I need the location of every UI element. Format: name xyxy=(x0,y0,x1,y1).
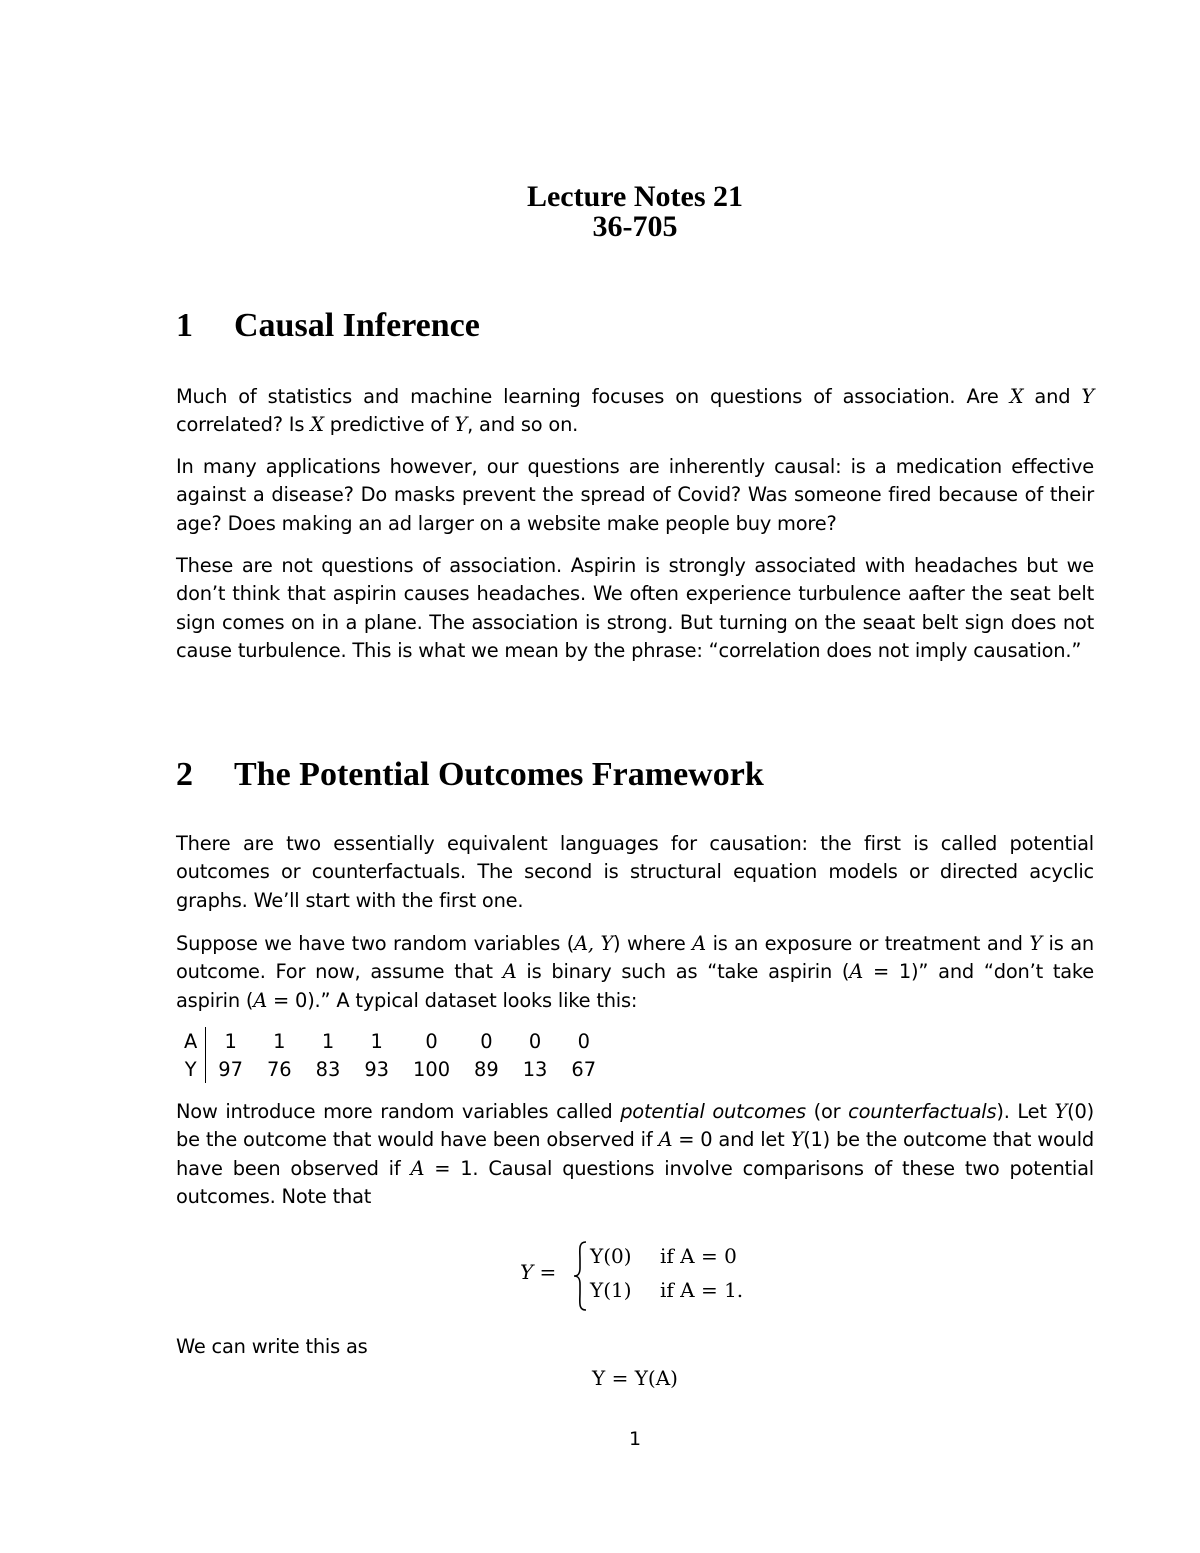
paragraph: Now introduce more random variables called potential outcomes (or counterfactuals). Let Y(0) be the outcome that would have been observed if A = 0 and let Y(1) be the outcome that would have been observed if A = 1. Causal questions involve comparisons of these two potential outcomes. Note that xyxy=(176,1100,1094,1209)
section-heading-2 xyxy=(176,755,764,795)
case-2-value: Y(1) xyxy=(590,1278,632,1302)
paragraph: Suppose we have two random variables (A, Y) where A is an exposure or treatment and Y is an outcome. For now, assume that A is binary such as “take aspirin (A = 1)” and “don’t take aspirin (A = 0).” A typical dataset looks like this: xyxy=(176,932,1094,1012)
dataset-table xyxy=(182,1027,608,1083)
document-title xyxy=(0,182,1200,242)
table-cell: 76 xyxy=(266,1057,292,1081)
table-cell: 89 xyxy=(474,1057,499,1081)
paragraph: These are not questions of association. Aspirin is strongly associated with headaches but we don’t think that aspirin causes headaches. We often experience turbulence aafter the seat belt sign comes on in a plane. The association is strong. But turning on the seaat belt sign does not cause turbulence. This is what we mean by the phrase: “correlation does not imply causation.” xyxy=(176,554,1094,663)
piecewise-equation xyxy=(518,1236,818,1316)
title-line-2: 36-705 xyxy=(592,210,678,243)
table-cell: 97 xyxy=(218,1057,243,1081)
equation: Y = Y(A) xyxy=(592,1366,678,1390)
case-1-value: Y(0) xyxy=(590,1244,632,1268)
page-number: 1 xyxy=(628,1428,642,1450)
equation-lhs: Y = xyxy=(520,1260,557,1284)
left-brace xyxy=(572,1240,588,1312)
section-heading-1 xyxy=(176,306,480,346)
section-title: Causal Inference xyxy=(234,307,480,344)
paragraph: In many applications however, our questions are inherently causal: is a medication effective against a disease? Do masks prevent the spread of Covid? Was someone fired because of their age? Does making an ad larger on a website make people buy more? xyxy=(176,455,1094,535)
section-title: The Potential Outcomes Framework xyxy=(234,756,764,793)
table-cell: 0 xyxy=(528,1029,542,1053)
paragraph: There are two essentially equivalent languages for causation: the first is called potential outcomes or counterfactuals. The second is structural equation models or directed acyclic graphs. We’ll start with the first one. xyxy=(176,832,1094,912)
section-number: 2 xyxy=(176,756,193,793)
table-cell: 83 xyxy=(315,1057,341,1081)
title-line-1: Lecture Notes 21 xyxy=(526,180,744,213)
table-cell: 1 xyxy=(273,1029,286,1053)
table-cell: 0 xyxy=(480,1029,493,1053)
section-number: 1 xyxy=(176,307,193,344)
case-2-condition: if A = 1. xyxy=(660,1278,744,1302)
table-cell: 13 xyxy=(522,1057,548,1081)
table-cell: 67 xyxy=(571,1057,597,1081)
table-cell: 1 xyxy=(321,1029,335,1053)
table-cell: 1 xyxy=(370,1029,383,1053)
table-cell: 100 xyxy=(413,1057,451,1081)
table-row xyxy=(182,1055,608,1083)
table-cell: 0 xyxy=(425,1029,438,1053)
table-row xyxy=(182,1027,608,1055)
case-1-condition: if A = 0 xyxy=(660,1244,737,1268)
table-cell: 1 xyxy=(224,1029,237,1053)
row-label: Y xyxy=(182,1055,206,1083)
table-cell: 93 xyxy=(364,1057,390,1081)
paragraph: Much of statistics and machine learning focuses on questions of association. Are X and Y correlated? Is X predictive of Y, and so on. xyxy=(176,385,1094,437)
paragraph: We can write this as xyxy=(176,1335,368,1358)
table-cell: 0 xyxy=(577,1029,590,1053)
row-label: A xyxy=(182,1027,206,1055)
